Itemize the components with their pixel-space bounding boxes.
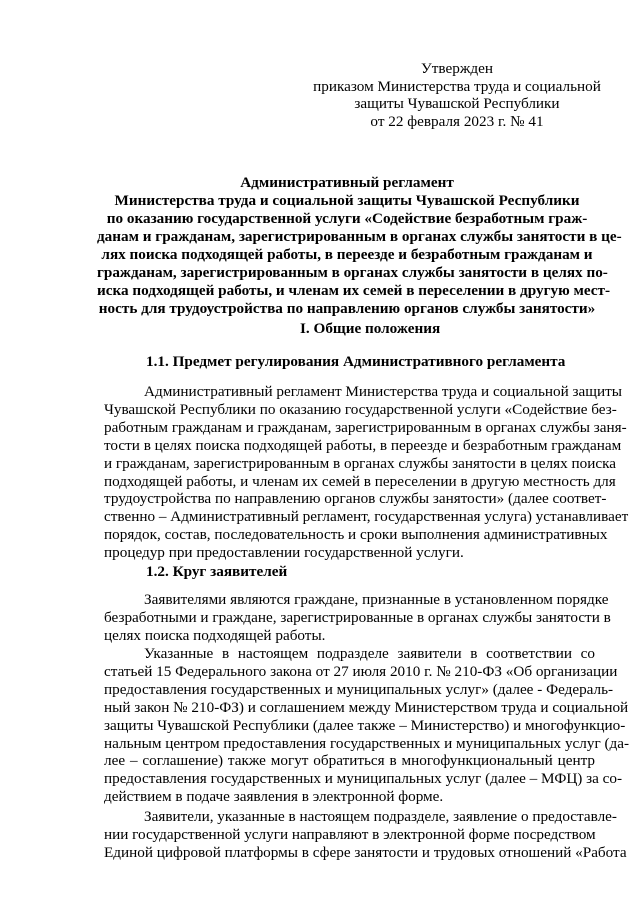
paragraph-line: Единой цифровой платформы в сфере занятости и трудовых отношений «Работа [104,843,627,861]
title-line: лях поиска подходящей работы, в переезде и безработным гражданам и [101,246,593,263]
paragraph-line: ный закон № 210-ФЗ) и соглашением между Министерством труда и социальной [104,698,629,716]
paragraph-line: Чувашской Республики по оказанию государственной услуги «Содействие без- [104,400,617,418]
subsection-heading: 1.1. Предмет регулирования Административного регламента [146,353,566,370]
paragraph-line: предоставления государственных и муниципальных услуг (далее – МФЦ) за со- [104,770,623,788]
paragraph-line: лее – соглашение) также могут обратиться в многофункциональный центр [104,752,595,770]
title-line: данам и гражданам, зарегистрированным в органах службы занятости в це- [97,228,622,245]
paragraph [104,591,611,645]
title-line: по оказанию государственной услуги «Содействие безработным граж- [106,210,588,227]
paragraph-line: действием в подаче заявления в электронной форме. [104,788,444,806]
paragraph-line: порядок, состав, последовательность и сроки выполнения административных [104,526,608,544]
subsection-heading: 1.2. Круг заявителей [146,563,288,580]
paragraph-line: статьей 15 Федерального закона от 27 июля 2010 г. № 210-ФЗ «Об организации [104,662,618,680]
paragraph-line: безработными и граждане, зарегистрированные в органах службы занятости в [104,608,611,626]
title-line: гражданам, зарегистрированным в органах службы занятости в целях по- [97,264,608,281]
paragraph-line: тости в целях поиска подходящей работы, в переезде и безработным гражданам [104,436,622,454]
approval-line: приказом Министерства труда и социальной [313,77,601,95]
paragraph-line: предоставления государственных и муниципальных услуг» (далее - Федераль- [104,680,614,698]
paragraph [104,645,630,806]
paragraph-line: нии государственной услуги направляют в электронной форме посредством [104,825,596,843]
paragraph-line: работным гражданам и гражданам, зарегистрированным в органах службы заня- [104,418,627,436]
title-line: Административный регламент [240,174,454,191]
paragraph-line: Административный регламент Министерства труда и социальной защиты [144,383,622,400]
document-title [97,174,622,318]
approval-line: Утвержден [421,60,493,77]
paragraph [104,808,627,862]
approval-stamp [312,60,602,130]
paragraph-line: защиты Чувашской Республики (далее также – Министерство) и многофункцио- [104,716,626,734]
title-line: ность для трудоустройства по направлению органов службы занятости» [98,300,596,317]
approval-line: от 22 февраля 2023 г. № 41 [370,112,544,130]
paragraph-line: трудоустройства по направлению органов службы занятости» (далее соответ- [104,490,607,508]
paragraph-line: ственно – Административный регламент, государственная услуга) устанавливает [104,508,629,526]
paragraph-line: процедур при предоставлении государственной услуги. [104,544,464,562]
paragraph-line: нальным центром предоставления государственных и муниципальных услуг (да- [104,734,630,752]
paragraph-line: Указанные в настоящем подразделе заявители в соответствии со [144,645,595,662]
paragraph-line: Заявители, указанные в настоящем подразделе, заявление о предоставле- [144,808,617,825]
paragraph-line: целях поиска подходящей работы. [104,626,326,644]
section-heading: I. Общие положения [300,320,441,337]
title-line: иска подходящей работы, и членам их семей в переселении в другую мест- [97,282,610,299]
paragraph-line: Заявителями являются граждане, признанные в установленном порядке [144,591,609,608]
paragraph-line: подходящей работы, и членам их семей в переселении в другую местность для [104,472,616,490]
paragraph [104,383,629,562]
paragraph-line: и гражданам, зарегистрированным в органах службы занятости в целях поиска [104,454,616,472]
approval-line: защиты Чувашской Республики [354,95,560,112]
title-line: Министерства труда и социальной защиты Чувашской Республики [114,192,580,209]
